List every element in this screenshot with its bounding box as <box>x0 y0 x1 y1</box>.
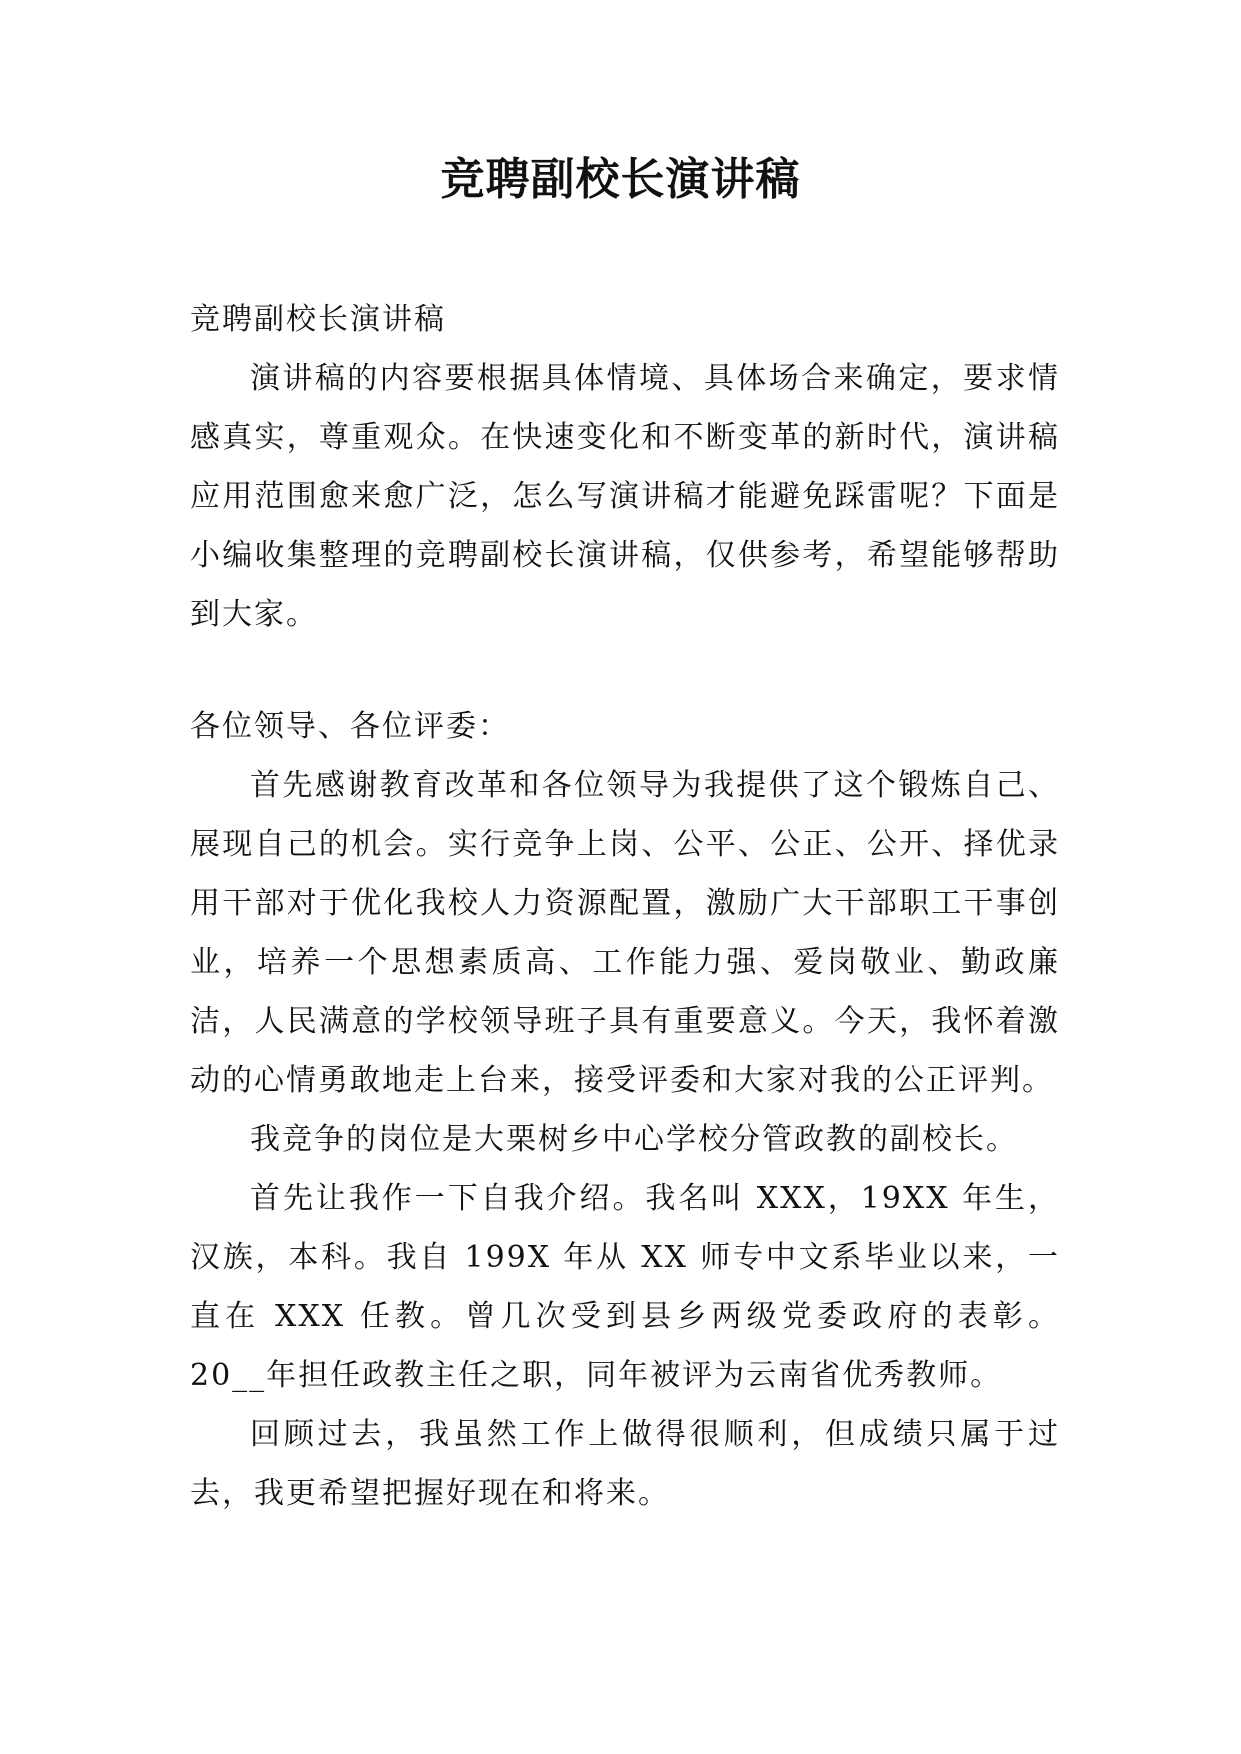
salutation: 各位领导、各位评委： <box>190 709 510 744</box>
document-subtitle: 竞聘副校长演讲稿 <box>190 302 446 337</box>
body-paragraph: 首先感谢教育改革和各位领导为我提供了这个锻炼自己、展现自己的机会。实行竞争上岗、公平、公正、公开、择优录用干部对于优化我校人力资源配置，激励广大干部职工干事创业，培养一个思想素质高、工作能力强、爱岗敬业、勤政廉洁，人民满意的学校领导班子具有重要意义。今天，我怀着激动的心情勇敢地走上台来，接受评委和大家对我的公正评判。 <box>190 768 1060 1098</box>
body-paragraph: 回顾过去，我虽然工作上做得很顺利，但成绩只属于过去，我更希望把握好现在和将来。 <box>190 1417 1060 1511</box>
body-paragraph: 首先让我作一下自我介绍。我名叫 XXX，19XX 年生，汉族，本科。我自 199X 年从 XX 师专中文系毕业以来，一直在 XXX 任教。曾几次受到县乡两级党委政府的表彰。20__年担任政教主任之职，同年被评为云南省优秀教师。 <box>190 1181 1060 1393</box>
document-body <box>190 290 1060 1523</box>
document-title: 竞聘副校长演讲稿 <box>440 154 801 205</box>
body-paragraph: 我竞争的岗位是大栗树乡中心学校分管政教的副校长。 <box>250 1122 1018 1157</box>
intro-paragraph: 演讲稿的内容要根据具体情境、具体场合来确定，要求情感真实，尊重观众。在快速变化和不断变革的新时代，演讲稿应用范围愈来愈广泛，怎么写演讲稿才能避免踩雷呢？下面是小编收集整理的竞聘副校长演讲稿，仅供参考，希望能够帮助到大家。 <box>190 361 1060 632</box>
